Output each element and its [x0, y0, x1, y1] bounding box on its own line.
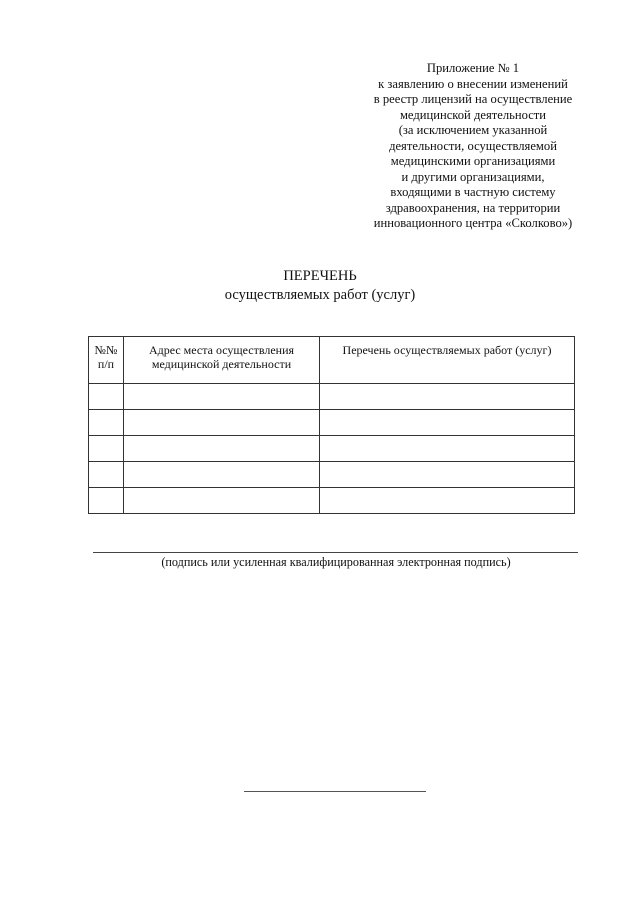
cell-address[interactable]: [124, 488, 320, 514]
table-row: [89, 384, 575, 410]
appendix-line: Приложение № 1: [426, 61, 520, 75]
cell-works[interactable]: [320, 462, 575, 488]
cell-address[interactable]: [124, 384, 320, 410]
document-title: ПЕРЕЧЕНЬ: [283, 268, 357, 284]
header-address-line1: Адрес места осуществления: [148, 343, 295, 357]
header-works: [320, 337, 575, 384]
table-row: [89, 436, 575, 462]
table-header-row: [89, 337, 575, 384]
document-subtitle: осуществляемых работ (услуг): [224, 287, 416, 303]
cell-number[interactable]: [89, 410, 124, 436]
header-works-label: Перечень осуществляемых работ (услуг): [342, 343, 552, 357]
cell-works[interactable]: [320, 436, 575, 462]
appendix-line: (за исключением указанной: [398, 123, 548, 137]
cell-number[interactable]: [89, 462, 124, 488]
cell-number[interactable]: [89, 436, 124, 462]
appendix-line: в реестр лицензий на осуществление: [373, 92, 573, 106]
table-row: [89, 410, 575, 436]
works-table: [88, 336, 575, 514]
cell-works[interactable]: [320, 488, 575, 514]
signature-line[interactable]: [93, 552, 578, 553]
header-address-line2: медицинской деятельности: [151, 357, 292, 371]
header-address: [124, 337, 320, 384]
appendix-line: и другими организациями,: [401, 169, 545, 184]
cell-address[interactable]: [124, 436, 320, 462]
table-row: [89, 462, 575, 488]
appendix-line: деятельности, осуществляемой: [389, 138, 557, 153]
appendix-line: к заявлению о внесении изменений: [378, 76, 568, 91]
cell-works[interactable]: [320, 410, 575, 436]
header-number-line1: №№: [94, 343, 118, 357]
cell-address[interactable]: [124, 462, 320, 488]
bottom-divider: [244, 791, 426, 792]
table-row: [89, 488, 575, 514]
signature-caption: (подпись или усиленная квалифицированная электронная подпись): [161, 555, 511, 569]
header-number-line2: п/п: [97, 357, 115, 371]
cell-number[interactable]: [89, 488, 124, 514]
cell-address[interactable]: [124, 410, 320, 436]
appendix-line: медицинскими организациями: [390, 154, 556, 168]
appendix-line: инновационного центра «Сколково»): [373, 216, 573, 230]
appendix-line: медицинской деятельности: [399, 107, 547, 122]
appendix-line: входящими в частную систему: [390, 185, 556, 199]
header-number: [89, 337, 124, 384]
cell-number[interactable]: [89, 384, 124, 410]
cell-works[interactable]: [320, 384, 575, 410]
appendix-block: [362, 61, 584, 232]
appendix-line: здравоохранения, на территории: [385, 200, 561, 215]
